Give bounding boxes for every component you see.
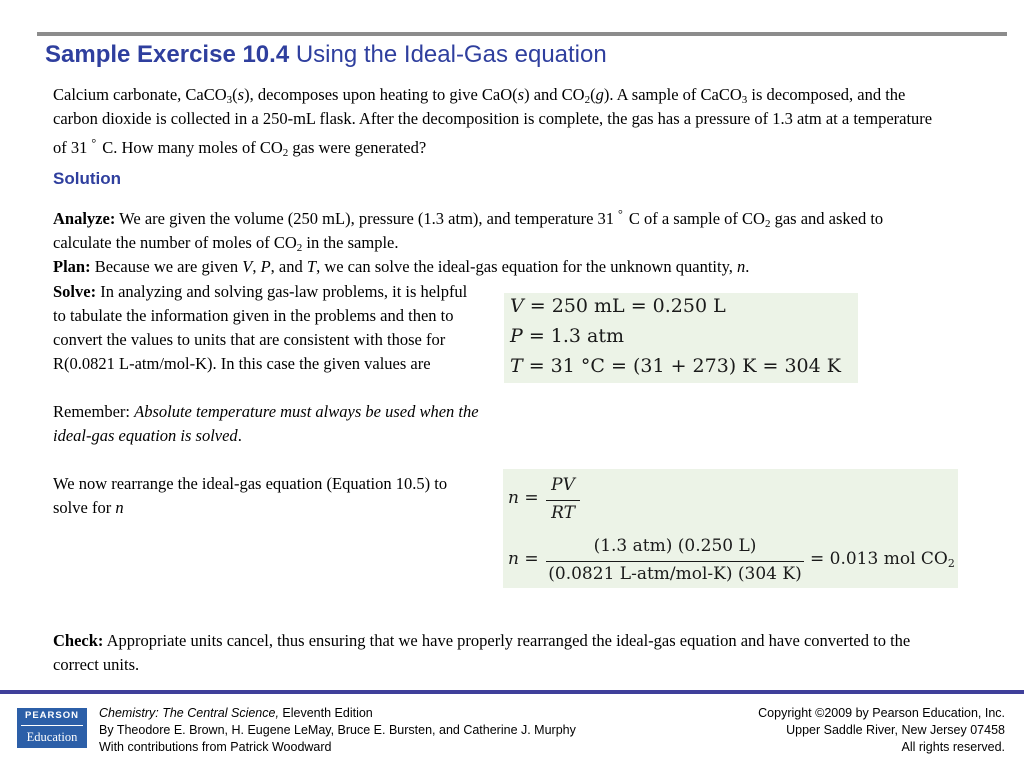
given-values-panel bbox=[504, 293, 858, 383]
fraction-bar-1 bbox=[546, 500, 580, 501]
solve-block bbox=[53, 280, 483, 520]
footer-divider bbox=[0, 690, 1024, 694]
copyright-line: Copyright ©2009 by Pearson Education, Inc. bbox=[758, 706, 1005, 720]
book-title-line: Chemistry: The Central Science, Eleventh Edition bbox=[99, 706, 373, 720]
pressure-row: P = 1.3 atm bbox=[510, 325, 625, 347]
title-exercise-number: Sample Exercise 10.4 bbox=[45, 41, 290, 68]
rights-line: All rights reserved. bbox=[901, 740, 1005, 754]
temperature-row: T = 31 °C = (31 + 273) K = 304 K bbox=[510, 355, 841, 377]
solve-label: Solve: bbox=[53, 282, 97, 301]
equation-lhs-2: n = bbox=[508, 549, 539, 569]
plan-paragraph: Plan: Because we are given V, P, and T, we can solve the ideal-gas equation for the unknown quantity, n. bbox=[53, 257, 750, 276]
remember-paragraph: Remember: Absolute temperature must always be used when the ideal-gas equation is solved. bbox=[53, 402, 479, 445]
equation-numerator-1: PV bbox=[551, 475, 575, 495]
plan-label: Plan: bbox=[53, 257, 91, 276]
equation-denominator-1: RT bbox=[551, 503, 575, 523]
rearrange-paragraph: We now rearrange the ideal-gas equation (Equation 10.5) to solve for n bbox=[53, 474, 448, 517]
slide-title bbox=[45, 41, 607, 69]
rearranged-equation-panel bbox=[503, 469, 958, 588]
analyze-plan-block bbox=[53, 202, 933, 279]
volume-row: V = 250 mL = 0.250 L bbox=[510, 295, 726, 317]
solve-paragraph: Solve: In analyzing and solving gas-law problems, it is helpful to tabulate the information given in the problems and then to convert the values to units that are consistent with those for R(0.0821 L-atm/mol-K). In this case the given values are bbox=[53, 282, 468, 373]
fraction-bar-2 bbox=[546, 561, 804, 562]
solution-heading: Solution bbox=[53, 169, 121, 188]
check-label: Check: bbox=[53, 631, 104, 650]
equation-lhs-1: n = bbox=[508, 488, 539, 508]
analyze-label: Analyze: bbox=[53, 209, 116, 228]
equation-numerator-2: (1.3 atm) (0.250 L) bbox=[593, 536, 757, 556]
problem-statement: Calcium carbonate, CaCO$_3$(s), decomposes upon heating to give CaO(s) and $CO_2(g)$. A sample of CaCO$_3$ is decomposed, and the carbon dioxide is collected in a 250-mL flask. After the decomposition is complete, the gas has a pressure of 1.3 atm at a temperature of 31 ° C. How many moles of $CO_2$ gas were generated? bbox=[53, 85, 933, 159]
book-citation bbox=[99, 705, 576, 756]
top-divider bbox=[37, 32, 1007, 36]
equation-denominator-2: (0.0821 L-atm/mol-K) (304 K) bbox=[548, 564, 802, 584]
title-topic: Using the Ideal-Gas equation bbox=[289, 41, 607, 68]
copyright-notice bbox=[758, 705, 1005, 756]
equation-result: = 0.013 mol $CO_2$ bbox=[810, 549, 955, 570]
pearson-logo: PEARSON Education bbox=[17, 708, 87, 748]
authors-line: By Theodore E. Brown, H. Eugene LeMay, Bruce E. Bursten, and Catherine J. Murphy bbox=[99, 723, 576, 737]
contributions-line: With contributions from Patrick Woodward bbox=[99, 740, 332, 754]
check-paragraph: Check: Appropriate units cancel, thus ensuring that we have properly rearranged the ideal-gas equation and have converted to the correct units. bbox=[53, 631, 911, 674]
analyze-paragraph: Analyze: We are given the volume (250 mL), pressure (1.3 atm), and temperature 31 ° C of a sample of $CO_2$ gas and asked to calculate the number of moles of $CO_2$ in the sample. bbox=[53, 207, 884, 254]
address-line: Upper Saddle River, New Jersey 07458 bbox=[786, 723, 1005, 737]
